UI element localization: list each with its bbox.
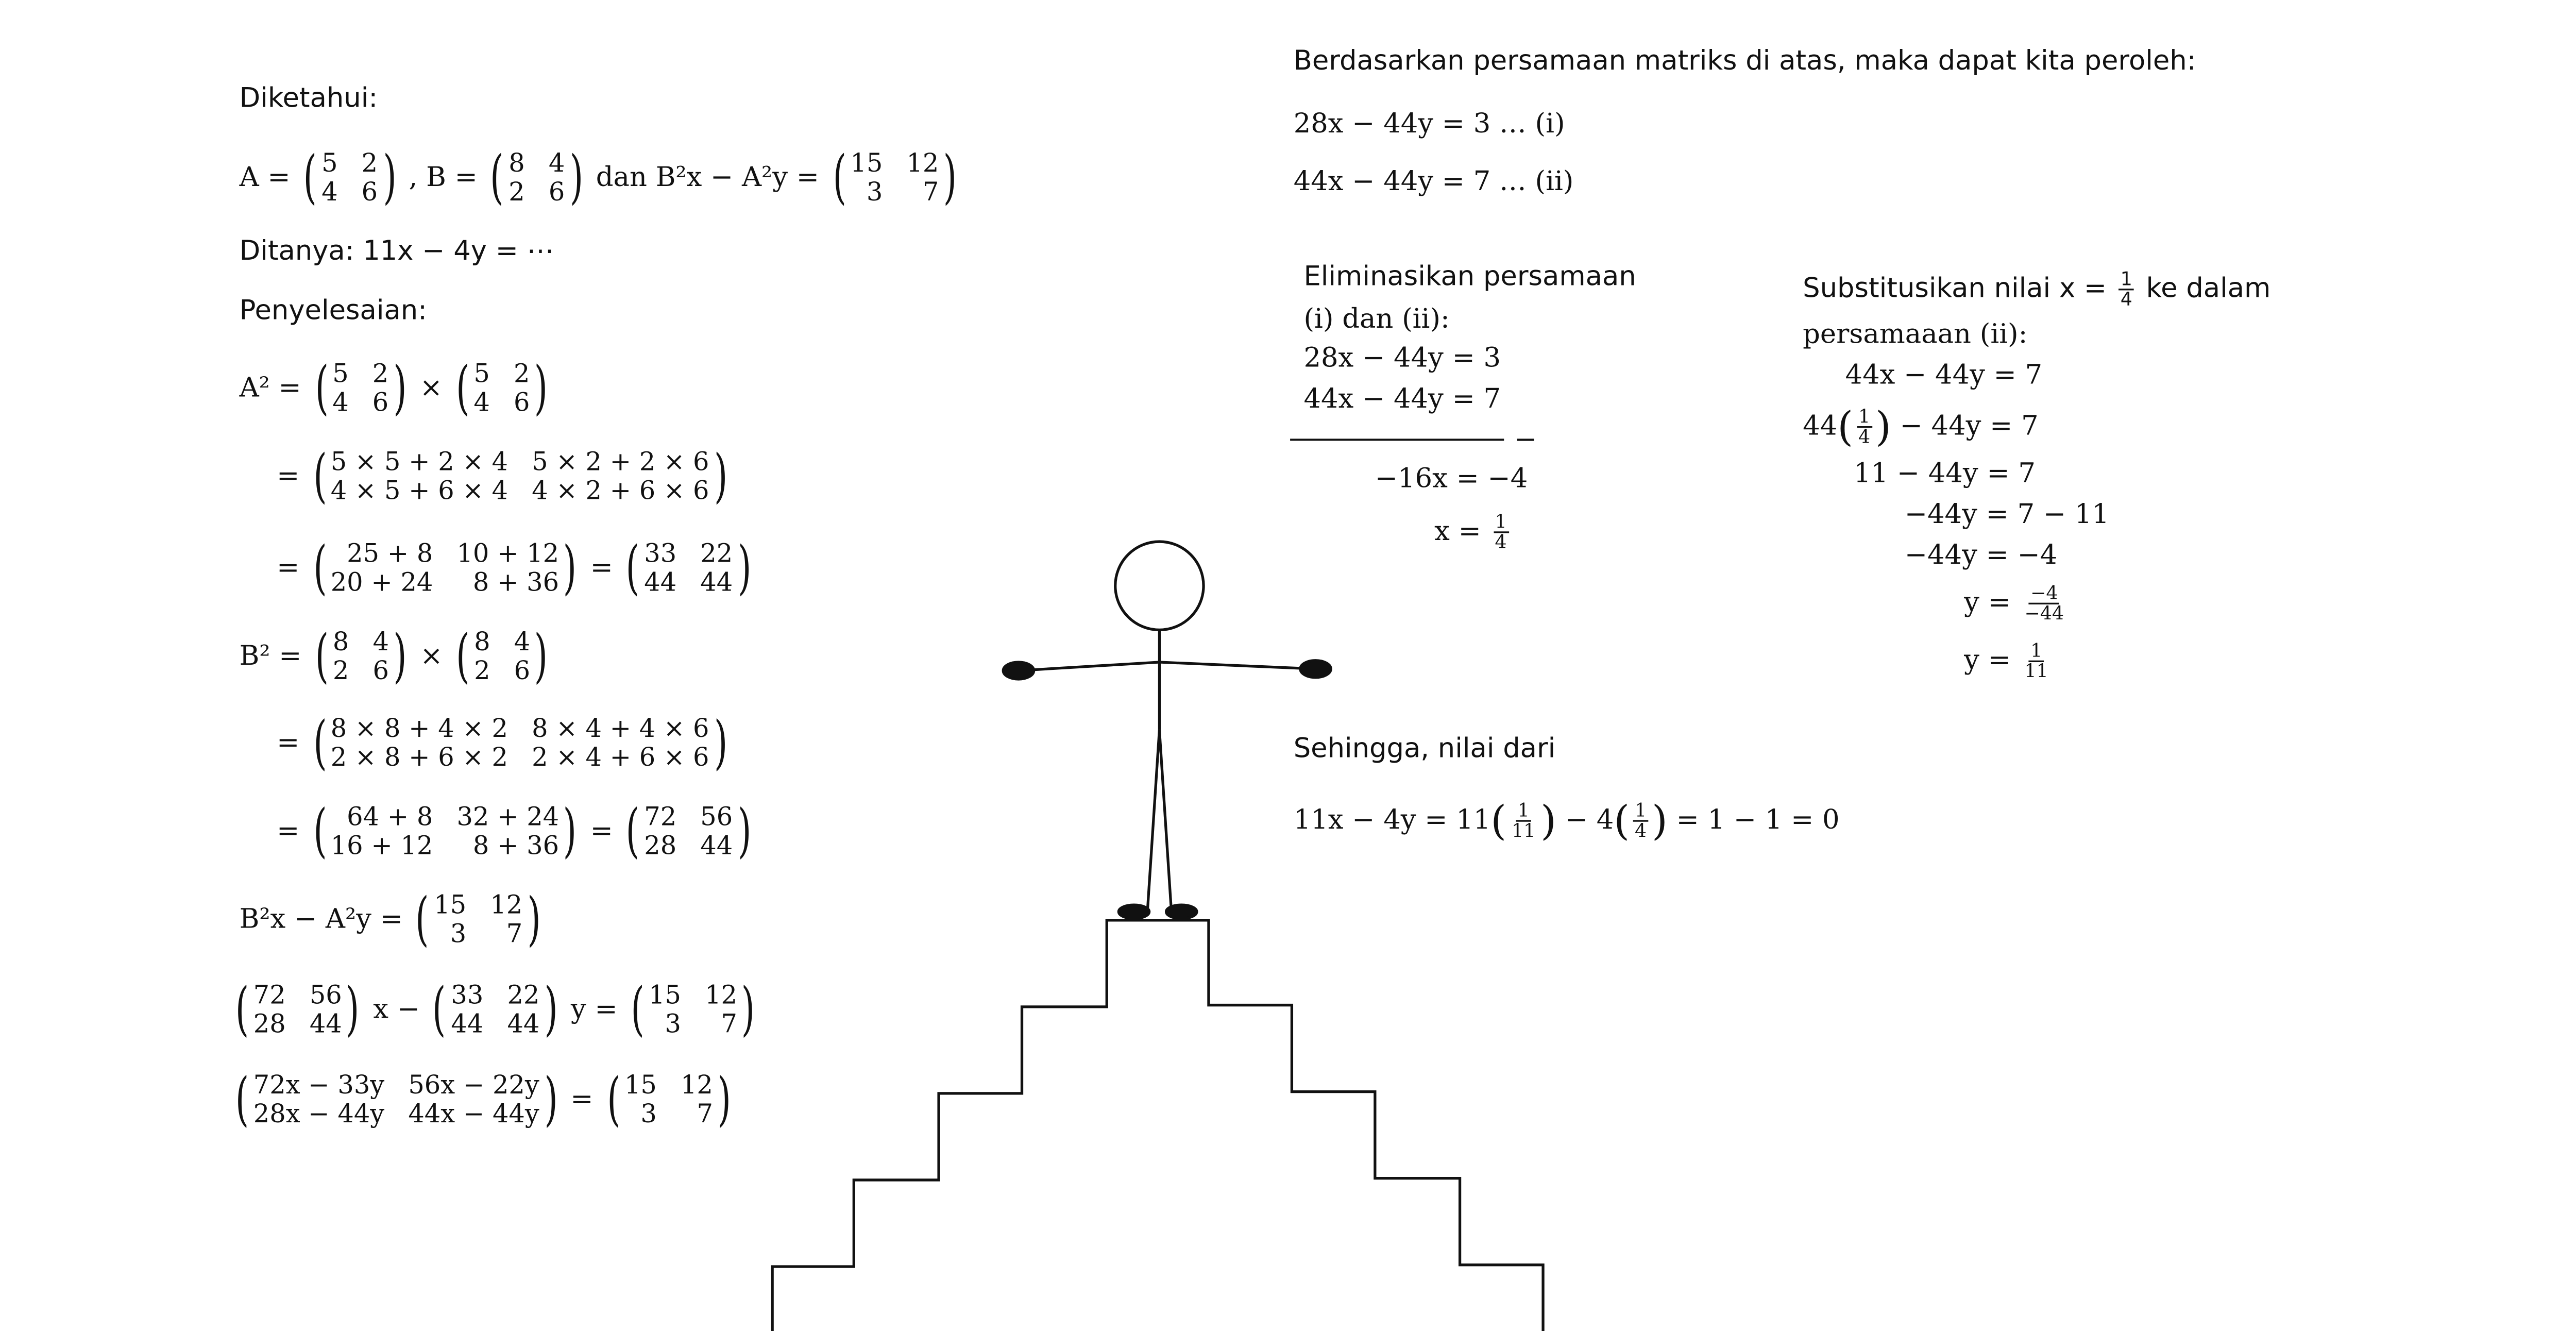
- figure-arm-left: [1019, 662, 1159, 670]
- label-diketahui: Diketahui:: [239, 81, 378, 114]
- figure-hand-right: [1300, 661, 1331, 678]
- figure-arm-right: [1159, 662, 1315, 669]
- staircase-icon: [772, 920, 1543, 1331]
- elim-line-1: 28x − 44y = 3: [1303, 341, 1501, 374]
- subst-step-2: 44( $\frac{1}{4}$ ) − 44y = 7: [1803, 403, 2039, 451]
- a2-definition: A² = ( 5 2 4 6 ) × ( 5 2 4 6 ): [239, 355, 548, 423]
- figure-leg-right: [1159, 730, 1171, 910]
- matrix-rhs: ( 15 12 3 7 ): [832, 144, 957, 212]
- figure-leg-left: [1147, 730, 1159, 910]
- subst-step-5: −44y = −4: [1904, 538, 2058, 571]
- y-value-2: y = $\frac{1}{11}$: [1964, 640, 2048, 683]
- label-ditanya: Ditanya: 11x − 4y = ⋯: [239, 234, 554, 267]
- label-penyelesaian: Penyelesaian:: [239, 294, 427, 326]
- b2-result: = ( 64 + 8 32 + 24 16 + 12 8 + 36 ) = ( 72 56 28 44 ): [277, 798, 751, 866]
- equation-ii: 44x − 44y = 7 … (ii): [1293, 164, 1574, 197]
- subst-step-3: 11 − 44y = 7: [1853, 457, 2036, 489]
- subst-step-4: −44y = 7 − 11: [1904, 497, 2109, 530]
- matrix-a: ( 5 2 4 6 ): [303, 144, 396, 212]
- given-a-label: A =: [239, 160, 291, 193]
- elim-minus: −: [1514, 423, 1537, 456]
- stick-figure-icon: [1003, 542, 1331, 918]
- label-berdasarkan: Berdasarkan persamaan matriks di atas, maka dapat kita peroleh:: [1293, 44, 2196, 77]
- given-equation-label: dan B²x − A²y =: [596, 160, 819, 193]
- matrix-b: ( 8 4 2 6 ): [490, 144, 583, 212]
- b2-expand: = ( 8 × 8 + 4 × 2 8 × 4 + 4 × 6 2 × 8 + 6 × 2 2 × 4 + 6 × 6 ): [277, 710, 727, 778]
- elim-line-2: 44x − 44y = 7: [1303, 382, 1501, 414]
- label-sehingga: Sehingga, nilai dari: [1293, 732, 1556, 764]
- subst-title-2: persamaaan (ii):: [1803, 317, 2028, 350]
- figure-hand-left: [1003, 662, 1033, 679]
- equation-substituted: ( 72 56 28 44 ) x − ( 33 22 44 44 ) y = ( 15 12 3 7 ): [235, 976, 755, 1044]
- figure-foot-right: [1166, 905, 1197, 918]
- equation-statement: B²x − A²y = ( 15 12 3 7 ): [239, 886, 541, 954]
- elim-result: −16x = −4: [1375, 462, 1528, 494]
- elim-title: Eliminasikan persamaan: [1303, 260, 1636, 292]
- figure-head: [1115, 542, 1204, 630]
- a2-result: = ( 25 + 8 10 + 12 20 + 24 8 + 36 ) = ( 33 22 44 44 ): [277, 534, 751, 603]
- given-b-label: , B =: [409, 160, 478, 193]
- b2-definition: B² = ( 8 4 2 6 ) × ( 8 4 2 6 ): [239, 623, 549, 692]
- y-value-1: y = $\frac{-4}{-44}$: [1964, 582, 2064, 625]
- elim-title-2: (i) dan (ii):: [1303, 302, 1450, 335]
- figure-foot-left: [1118, 905, 1149, 918]
- subst-title: Substitusikan nilai x = $\frac{1}{4}$ ke dalam: [1803, 268, 2271, 311]
- x-value: x = $\frac{1}{4}$: [1434, 513, 1512, 552]
- a2-expand: = ( 5 × 5 + 2 × 4 5 × 2 + 2 × 6 4 × 5 + 6 × 4 4 × 2 + 6 × 6 ): [277, 443, 727, 511]
- equation-combined: ( 72x − 33y 56x − 22y 28x − 44y 44x − 44y ) = ( 15 12 3 7 ): [235, 1066, 731, 1134]
- equation-i: 28x − 44y = 3 … (i): [1293, 107, 1565, 140]
- subst-step-1: 44x − 44y = 7: [1845, 358, 2043, 391]
- final-result: 11x − 4y = 11( $\frac{1}{11}$ ) − 4( $\frac{1}{4}$ ) = 1 − 1 = 0: [1293, 797, 1840, 845]
